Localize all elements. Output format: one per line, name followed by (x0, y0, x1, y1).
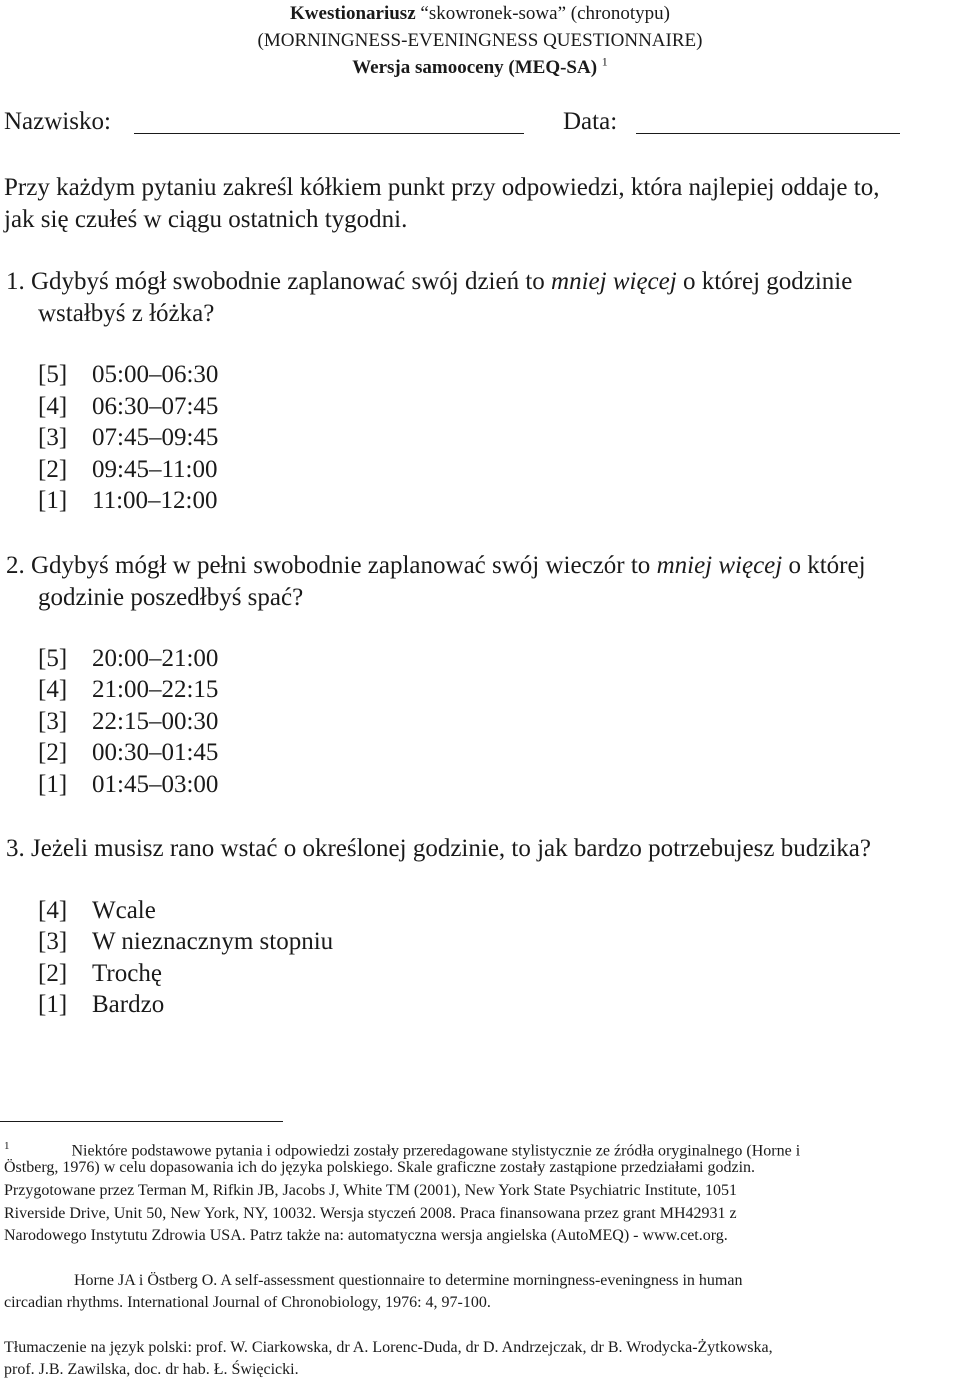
option-label: 20:00–21:00 (92, 645, 219, 672)
reference-line-2: circadian rhythms. International Journal of Chronobiology, 1976: 4, 97-100. (4, 1294, 491, 1311)
q1-option-5[interactable] (38, 359, 218, 391)
date-label: Data: (563, 108, 618, 135)
q3-option-2[interactable] (38, 958, 162, 990)
option-label: 05:00–06:30 (92, 361, 219, 388)
option-score: [2] (38, 960, 68, 987)
option-score: [3] (38, 928, 68, 955)
option-label: W nieznacznym stopniu (92, 928, 334, 955)
title-line-1 (0, 0, 960, 27)
option-score: [4] (38, 393, 68, 420)
title-line-3 (0, 54, 960, 81)
q3-option-1[interactable] (38, 989, 164, 1021)
option-label: 11:00–12:00 (92, 487, 218, 514)
question-3 (6, 833, 871, 865)
question-text-after: o której godzinie (682, 268, 853, 295)
option-score: [1] (38, 487, 68, 514)
footnote-line-4: Riverside Drive, Unit 50, New York, NY, 10032. Wersja styczeń 2008. Praca finansowana przez grant MH42931 z (4, 1205, 737, 1222)
question-text: Gdybyś mógł w pełni swobodnie zaplanować swój wieczór to (31, 552, 651, 579)
option-score: [1] (38, 771, 68, 798)
option-label: Bardzo (92, 991, 165, 1018)
option-score: [3] (38, 708, 68, 735)
title-line-2: (MORNINGNESS-EVENINGNESS QUESTIONNAIRE) (257, 30, 703, 51)
option-label: 01:45–03:00 (92, 771, 219, 798)
option-label: 21:00–22:15 (92, 676, 219, 703)
question-emphasis: mniej więcej (656, 552, 783, 579)
option-label: 00:30–01:45 (92, 739, 219, 766)
option-label: 09:45–11:00 (92, 456, 218, 483)
option-score: [4] (38, 897, 68, 924)
name-field-line[interactable] (134, 133, 524, 134)
question-2 (6, 550, 866, 582)
option-score: [5] (38, 645, 68, 672)
option-score: [2] (38, 456, 68, 483)
translation-line-2: prof. J.B. Zawilska, doc. dr hab. Ł. Święcicki. (4, 1361, 299, 1378)
translation-line-1: Tłumaczenie na język polski: prof. W. Ciarkowska, dr A. Lorenc-Duda, dr D. Andrzejczak, dr B. Wrodycka-Żytkowska, (4, 1339, 773, 1356)
footnote-divider (0, 1121, 283, 1122)
footnote-line-3: Przygotowane przez Terman M, Rifkin JB, Jacobs J, White TM (2001), New York State Psychiatric Institute, 1051 (4, 1182, 737, 1199)
question-number: 1. (6, 268, 25, 295)
title-footnote-mark: 1 (601, 54, 608, 69)
question-text: Jeżeli musisz rano wstać o określonej godzinie, to jak bardzo potrzebujesz budzika? (31, 835, 871, 862)
q2-option-2[interactable] (38, 737, 218, 769)
option-label: Trochę (92, 960, 162, 987)
footnote-line-2: Östberg, 1976) w celu dopasowania ich do języka polskiego. Skale graficzne zostały zastąpione przedziałami godzin. (4, 1159, 756, 1176)
instruction-line-2: jak się czułeś w ciągu ostatnich tygodni. (4, 206, 408, 233)
option-label: 22:15–00:30 (92, 708, 219, 735)
option-score: [2] (38, 739, 68, 766)
date-field-line[interactable] (636, 133, 900, 134)
question-1 (6, 266, 852, 298)
q3-option-4[interactable] (38, 895, 156, 927)
instruction-line-1: Przy każdym pytaniu zakreśl kółkiem punkt przy odpowiedzi, która najlepiej oddaje to, (4, 174, 880, 201)
q2-option-1[interactable] (38, 769, 218, 801)
question-number: 2. (6, 552, 25, 579)
q1-option-2[interactable] (38, 454, 217, 486)
name-label: Nazwisko: (4, 108, 111, 135)
option-label: 06:30–07:45 (92, 393, 219, 420)
footnote-line-5: Narodowego Instytutu Zdrowia USA. Patrz także na: automatyczna wersja angielska (AutoMEQ) - www.cet.org. (4, 1227, 728, 1244)
footnote-text: Niektóre podstawowe pytania i odpowiedzi zostały przeredagowane stylistycznie ze źródła oryginalnego (Horne i (71, 1142, 801, 1160)
option-score: [1] (38, 991, 68, 1018)
question-2-line-2: godzinie poszedłbyś spać? (38, 584, 304, 611)
option-label: 07:45–09:45 (92, 424, 219, 451)
title-version: Wersja samooceny (MEQ-SA) (352, 57, 598, 78)
title-main: Kwestionariusz (290, 3, 416, 24)
q2-option-5[interactable] (38, 643, 218, 675)
q2-option-4[interactable] (38, 674, 218, 706)
title-quoted: “skowronek-sowa” (420, 3, 567, 24)
q1-option-4[interactable] (38, 391, 218, 423)
q3-option-3[interactable] (38, 926, 333, 958)
question-text-after: o której (788, 552, 866, 579)
title-chronotype: (chronotypu) (570, 3, 670, 24)
q1-option-3[interactable] (38, 422, 218, 454)
option-score: [4] (38, 676, 68, 703)
question-1-line-2: wstałbyś z łóżka? (38, 300, 215, 327)
option-label: Wcale (92, 897, 156, 924)
question-text: Gdybyś mógł swobodnie zaplanować swój dzień to (31, 268, 545, 295)
q1-option-1[interactable] (38, 485, 217, 517)
footnote-mark: 1 (4, 1140, 10, 1152)
reference-line-1: Horne JA i Östberg O. A self-assessment questionnaire to determine morningness-eveningness in human (74, 1272, 743, 1289)
question-number: 3. (6, 835, 25, 862)
option-score: [3] (38, 424, 68, 451)
q2-option-3[interactable] (38, 706, 218, 738)
option-score: [5] (38, 361, 68, 388)
question-emphasis: mniej więcej (551, 268, 677, 295)
